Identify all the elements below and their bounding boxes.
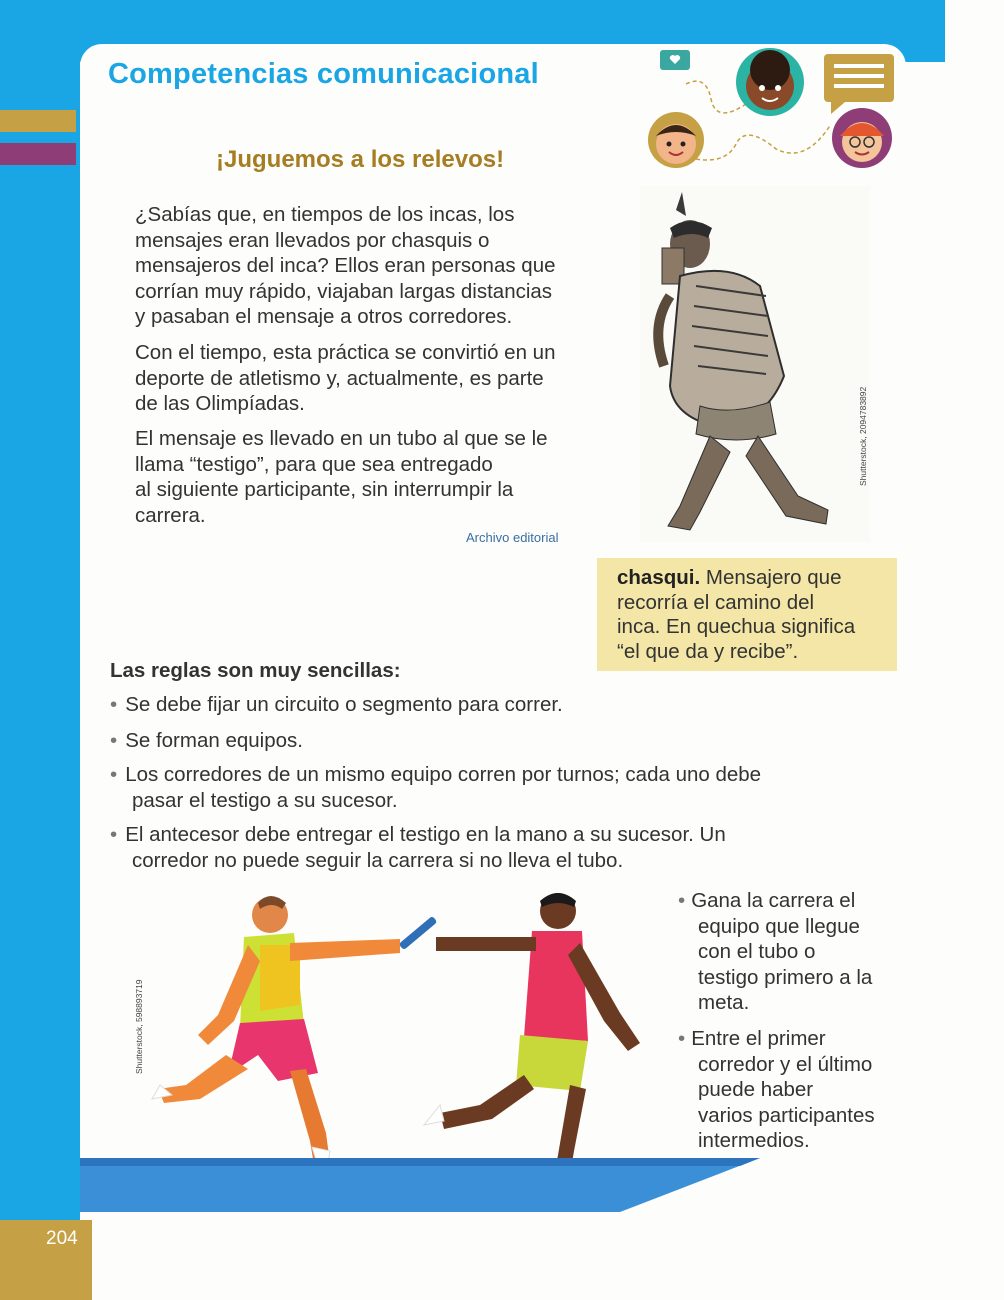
rules-title: Las reglas son muy sencillas: [110,659,401,682]
text-line: ¿Sabías que, en tiempos de los incas, los [135,203,515,226]
purple-side-tab [0,143,76,165]
rule-text: Los corredores de un mismo equipo corren por turnos; cada uno debe [125,763,762,786]
text-line: y pasaban el mensaje a otros corredores. [135,305,513,328]
rule-text: corredor no puede seguir la carrera si no lleva el tubo. [132,849,624,872]
text-line: El mensaje es llevado en un tubo al que se le [135,427,548,450]
baton-icon [399,916,438,950]
heart-chat-icon [660,50,690,70]
dashed-path [696,124,831,160]
rule-text: testigo primero a la [698,965,873,989]
rule-text: • Entre el primer [678,1027,826,1050]
rule-item [110,762,761,814]
bullet: • [678,1027,686,1050]
text-line: al siguiente participante, sin interrumpir la [135,478,514,501]
text-line: corrían muy rápido, viajaban largas distancias [135,279,553,303]
glossary-line [617,566,891,591]
text-line: de las Olimpíadas. [135,392,305,415]
bullet: • [110,823,118,846]
chasqui-illustration [640,186,870,542]
text-line: mensajes eran llevados por chasquis o [135,228,490,252]
text-line: llama “testigo”, para que sea entregado [135,452,493,476]
text-line: carrera. [135,503,206,527]
glossary-definition: recorría el camino del [617,590,815,614]
bullet: • [110,693,118,716]
rule-text: corredor y el último [698,1052,873,1076]
text-line: Con el tiempo, esta práctica se convirtió en un [135,341,556,364]
track-stripe [80,1158,760,1218]
bullet: • [110,729,118,752]
rule-text: El antecesor debe entregar el testigo en la mano a su sucesor. Un [125,823,726,846]
gold-side-tab [0,110,76,132]
paragraph-intro [135,202,625,330]
glossary-definition: inca. En quechua significa [617,615,856,638]
paragraph-athletics [135,340,625,417]
relay-runners-illustration [140,885,670,1195]
message-bubble-icon [824,54,894,114]
rule-item [110,728,303,754]
rule-item [678,888,918,1016]
glossary-term: chasqui. [617,566,701,589]
child-avatar-icon [736,48,804,116]
rule-item [110,822,726,874]
rule-text: meta. [698,991,750,1014]
kids-chat-illustration [636,44,906,174]
text-line: mensajeros del inca? Ellos eran personas que [135,254,556,277]
rule-text: • Gana la carrera el [678,889,856,912]
glossary-definition: “el que da y recibe”. [617,639,799,663]
glossary-definition: Mensajero que [705,566,842,589]
article-title: ¡Juguemos a los relevos! [216,146,505,173]
bullet: • [110,763,118,786]
rule-item [110,692,563,718]
runner-left [152,896,400,1187]
chasqui-image-credit: Shutterstock, 2094783892 [858,386,868,486]
left-color-bar [0,0,80,1220]
text-line: deporte de atletismo y, actualmente, es parte [135,366,544,390]
rule-item [678,1026,918,1154]
paragraph-testigo [135,426,625,528]
rule-text: puede haber [698,1078,814,1101]
runner-right [424,893,640,1189]
rule-text: con el tubo o [698,940,816,963]
rule-text: Se forman equipos. [125,729,303,752]
glossary-box [597,558,897,671]
rule-text: equipo que llegue [698,914,860,938]
rule-text: Se debe fijar un circuito o segmento para correr. [125,693,563,716]
rule-text: varios participantes [698,1103,875,1127]
bullet: • [678,889,686,912]
rule-text: intermedios. [698,1129,810,1152]
source-credit: Archivo editorial [466,530,559,545]
page-number: 204 [46,1228,78,1249]
section-title: Competencias comunicacional [108,58,539,90]
child-avatar-icon [832,108,892,168]
rule-text: pasar el testigo a su sucesor. [132,789,398,812]
child-avatar-icon [648,112,704,168]
relay-image-credit: Shutterstock, 598893719 [134,979,144,1074]
